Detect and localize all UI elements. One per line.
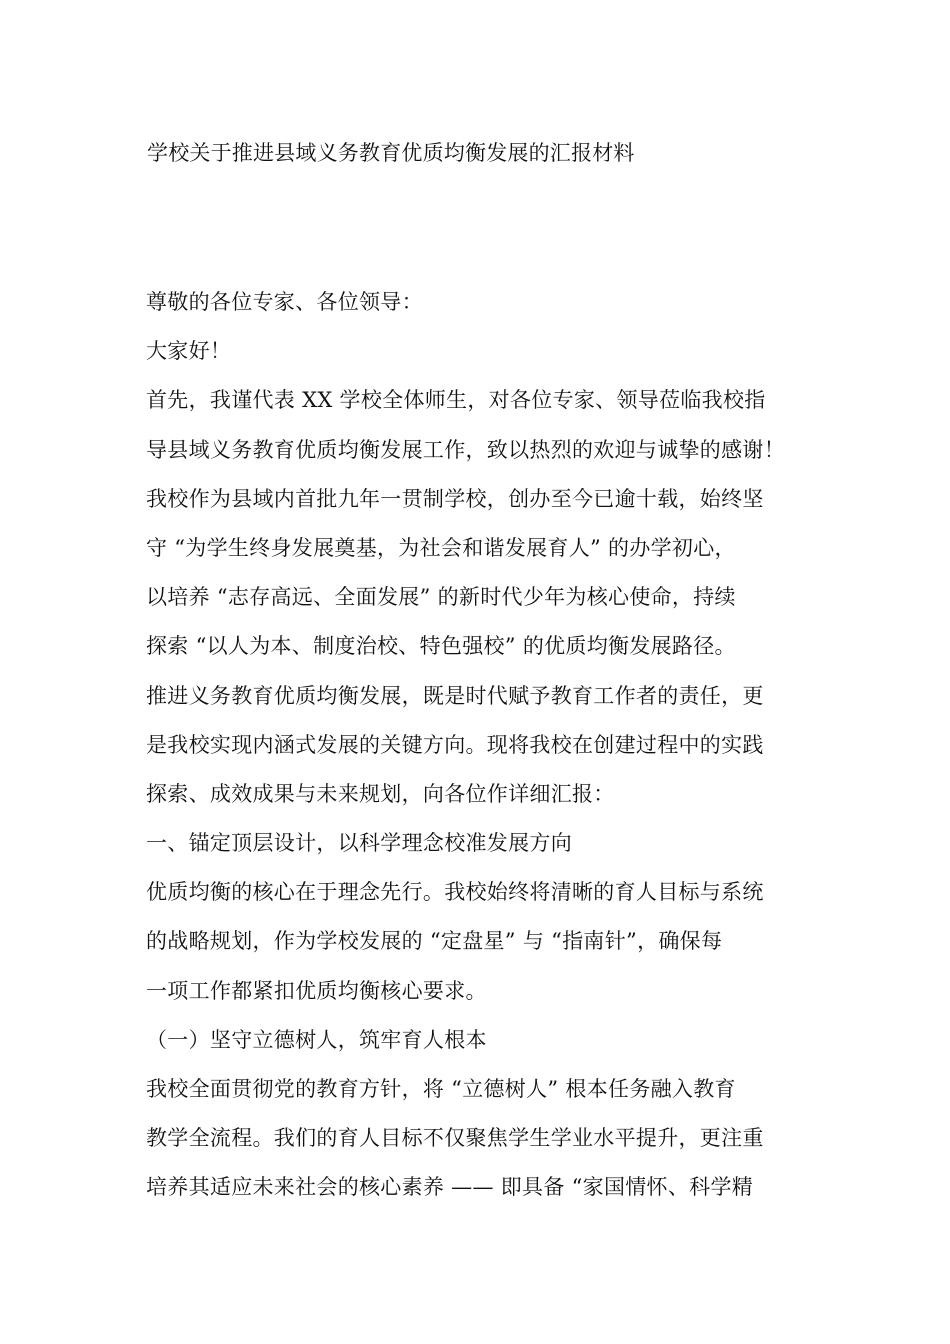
paragraph-line: 探索 “以人为本、制度治校、特色强校” 的优质均衡发展路径。 bbox=[146, 634, 736, 659]
salutation-line: 尊敬的各位专家、各位领导： bbox=[146, 290, 423, 314]
subsection-heading: （一）坚守立德树人，筑牢育人根本 bbox=[146, 1027, 487, 1052]
paragraph-line: 首先，我谨代表 XX 学校全体师生，对各位专家、领导莅临我校指 bbox=[146, 388, 766, 413]
paragraph-line: 探索、成效成果与未来规划，向各位作详细汇报： bbox=[146, 781, 615, 806]
document-body bbox=[146, 282, 836, 1217]
paragraph-line: 一项工作都紧扣优质均衡核心要求。 bbox=[146, 978, 487, 1003]
paragraph-line: 推进义务教育优质均衡发展，既是时代赋予教育工作者的责任，更 bbox=[146, 683, 764, 708]
paragraph-line: 守 “为学生终身发展奠基，为社会和谐发展育人” 的办学初心， bbox=[146, 535, 736, 560]
document-title: 学校关于推进县域义务教育优质均衡发展的汇报材料 bbox=[147, 141, 635, 165]
paragraph-line: 以培养 “志存高远、全面发展” 的新时代少年为核心使命，持续 bbox=[146, 585, 736, 610]
paragraph-line: 我校作为县域内首批九年一贯制学校，创办至今已逾十载，始终坚 bbox=[146, 486, 764, 511]
paragraph-line: 优质均衡的核心在于理念先行。我校始终将清晰的育人目标与系统 bbox=[146, 880, 764, 905]
paragraph-line: 我校全面贯彻党的教育方针，将 “立德树人” 根本任务融入教育 bbox=[146, 1077, 736, 1101]
greeting-line: 大家好！ bbox=[146, 339, 232, 364]
paragraph-line: 是我校实现内涵式发展的关键方向。现将我校在创建过程中的实践 bbox=[146, 732, 764, 757]
paragraph-line: 培养其适应未来社会的核心素养 —— 即具备 “家国情怀、科学精 bbox=[146, 1175, 754, 1200]
paragraph-line: 教学全流程。我们的育人目标不仅聚焦学生学业水平提升，更注重 bbox=[146, 1126, 764, 1151]
paragraph-line: 的战略规划，作为学校发展的 “定盘星” 与 “指南针”，确保每 bbox=[146, 929, 723, 954]
section-heading: 一、锚定顶层设计，以科学理念校准发展方向 bbox=[146, 831, 572, 856]
paragraph-line: 导县域义务教育优质均衡发展工作，致以热烈的欢迎与诚挚的感谢！ bbox=[146, 437, 785, 462]
